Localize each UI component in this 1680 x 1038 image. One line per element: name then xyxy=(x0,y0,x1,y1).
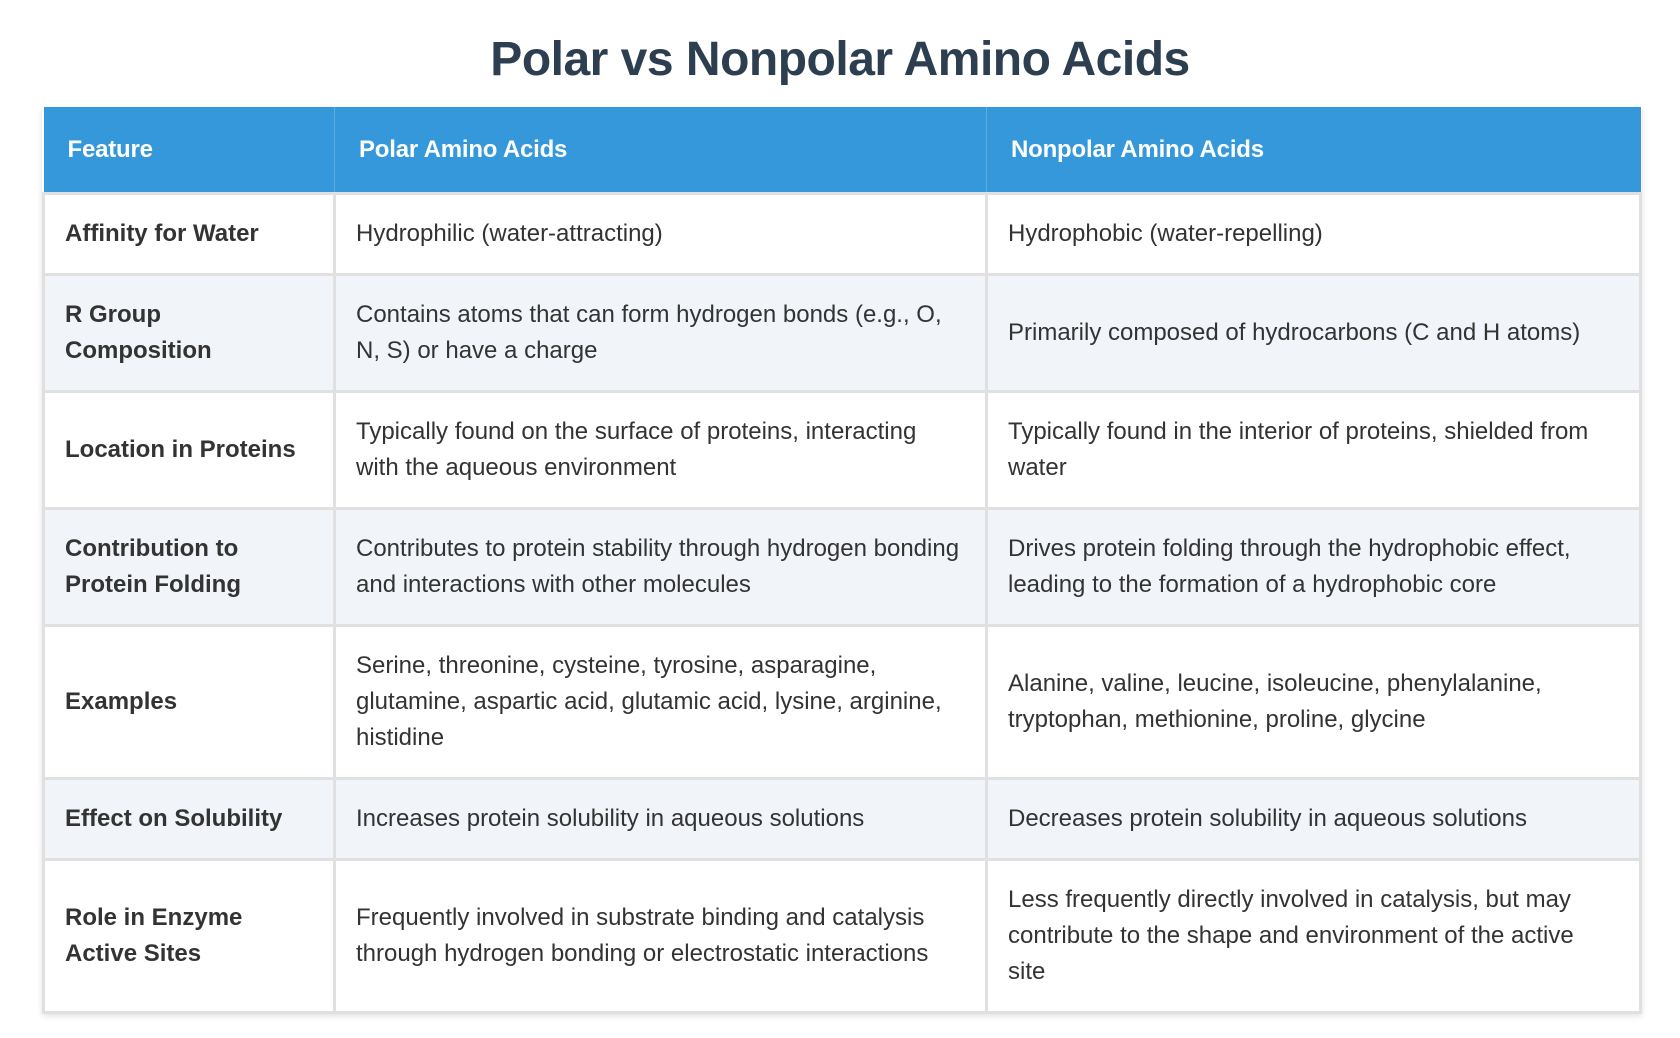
header-nonpolar: Nonpolar Amino Acids xyxy=(987,107,1641,194)
polar-cell: Typically found on the surface of proteins, interacting with the aqueous environment xyxy=(335,392,987,509)
page-title: Polar vs Nonpolar Amino Acids xyxy=(490,33,1190,86)
comparison-table xyxy=(42,107,1642,1014)
polar-cell: Serine, threonine, cysteine, tyrosine, asparagine, glutamine, aspartic acid, glutamic acid, lysine, arginine, histidine xyxy=(335,626,987,779)
nonpolar-cell: Hydrophobic (water-repelling) xyxy=(987,194,1641,275)
table-header xyxy=(44,107,1641,194)
header-row xyxy=(44,107,1641,194)
nonpolar-cell: Alanine, valine, leucine, isoleucine, phenylalanine, tryptophan, methionine, proline, glycine xyxy=(987,626,1641,779)
header-feature: Feature xyxy=(44,107,335,194)
table-row xyxy=(44,626,1641,779)
feature-cell: Contribution to Protein Folding xyxy=(44,509,335,626)
header-polar: Polar Amino Acids xyxy=(335,107,987,194)
table-row xyxy=(44,194,1641,275)
feature-cell: Role in Enzyme Active Sites xyxy=(44,860,335,1013)
polar-cell: Contains atoms that can form hydrogen bonds (e.g., O, N, S) or have a charge xyxy=(335,275,987,392)
feature-cell: Affinity for Water xyxy=(44,194,335,275)
polar-cell: Hydrophilic (water-attracting) xyxy=(335,194,987,275)
table-row xyxy=(44,509,1641,626)
nonpolar-cell: Primarily composed of hydrocarbons (C and H atoms) xyxy=(987,275,1641,392)
feature-cell: Location in Proteins xyxy=(44,392,335,509)
feature-cell: Effect on Solubility xyxy=(44,779,335,860)
feature-cell: R Group Composition xyxy=(44,275,335,392)
table-row xyxy=(44,392,1641,509)
nonpolar-cell: Decreases protein solubility in aqueous solutions xyxy=(987,779,1641,860)
table-row xyxy=(44,779,1641,860)
nonpolar-cell: Typically found in the interior of proteins, shielded from water xyxy=(987,392,1641,509)
polar-cell: Frequently involved in substrate binding and catalysis through hydrogen bonding or electrostatic interactions xyxy=(335,860,987,1013)
table-body xyxy=(44,194,1641,1013)
nonpolar-cell: Drives protein folding through the hydrophobic effect, leading to the formation of a hydrophobic core xyxy=(987,509,1641,626)
nonpolar-cell: Less frequently directly involved in catalysis, but may contribute to the shape and environment of the active site xyxy=(987,860,1641,1013)
table-row xyxy=(44,275,1641,392)
polar-cell: Contributes to protein stability through hydrogen bonding and interactions with other molecules xyxy=(335,509,987,626)
table-row xyxy=(44,860,1641,1013)
polar-cell: Increases protein solubility in aqueous solutions xyxy=(335,779,987,860)
feature-cell: Examples xyxy=(44,626,335,779)
